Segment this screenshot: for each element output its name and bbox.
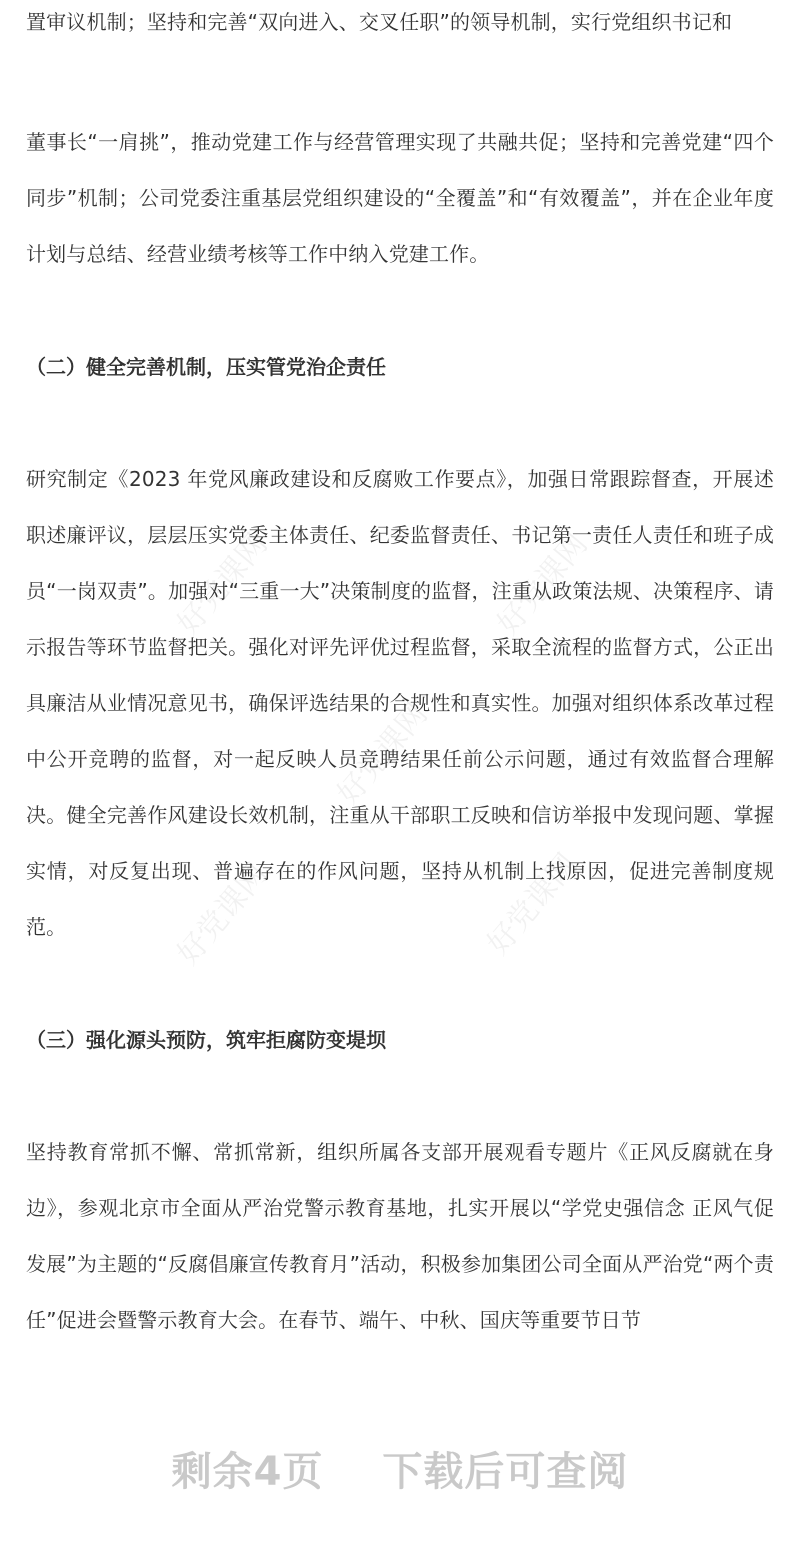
paragraph-2: 研究制定《2023 年党风廉政建设和反腐败工作要点》，加强日常跟踪督查，开展述职述廉评议，层层压实党委主体责任、纪委监督责任、书记第一责任人责任和班子成员“一岗双责”。加强对“三重一大”决策制度的监督，注重从政策法规、决策程序、请示报告等环节监督把关。强化对评先评优过程监督，采取全流程的监督方式，公正出具廉洁从业情况意见书，确保评选结果的合规性和真实性。加强对组织体系改革过程中公开竞聘的监督，对一起反映人员竞聘结果任前公示问题，通过有效监督合理解决。健全完善作风建设长效机制，注重从干部职工反映和信访举报中发现问题、掌握实情，对反复出现、普遍存在的作风问题，坚持从机制上找原因，促进完善制度规范。 — [26, 467, 774, 939]
remaining-pages-text: 剩余4页 — [171, 1449, 324, 1495]
paragraph-1: 董事长“一肩挑”，推动党建工作与经营管理实现了共融共促；坚持和完善党建“四个同步”机制；公司党委注重基层党组织建设的“全覆盖”和“有效覆盖”，并在企业年度计划与总结、经营业绩考核等工作中纳入党建工作。 — [26, 130, 774, 266]
paragraph-3: 坚持教育常抓不懈、常抓常新，组织所属各支部开展观看专题片《正风反腐就在身边》，参观北京市全面从严治党警示教育基地，扎实开展以“学党史强信念 正风气促发展”为主题的“反腐倡廉宣传教育月”活动，积极参加集团公司全面从严治党“两个责任”促进会暨警示教育大会。在春节、端午、中秋、国庆等重要节日节 — [26, 1140, 774, 1332]
watermark: 好党课网 — [480, 847, 585, 962]
watermark: 好党课网 — [330, 697, 435, 812]
paragraph-top: 置审议机制；坚持和完善“双向进入、交叉任职”的领导机制，实行党组织书记和 — [26, 10, 733, 34]
watermark: 好党课网 — [170, 527, 275, 642]
watermark: 好党课网 — [490, 527, 595, 642]
download-prompt-banner[interactable] — [0, 1440, 800, 1497]
section-heading-2: （二）健全完善机制，压实管党治企责任 — [26, 355, 386, 379]
watermark: 好党课网 — [170, 857, 275, 972]
download-to-view-text: 下载后可查阅 — [382, 1449, 629, 1495]
section-heading-3: （三）强化源头预防，筑牢拒腐防变堤坝 — [26, 1028, 386, 1052]
